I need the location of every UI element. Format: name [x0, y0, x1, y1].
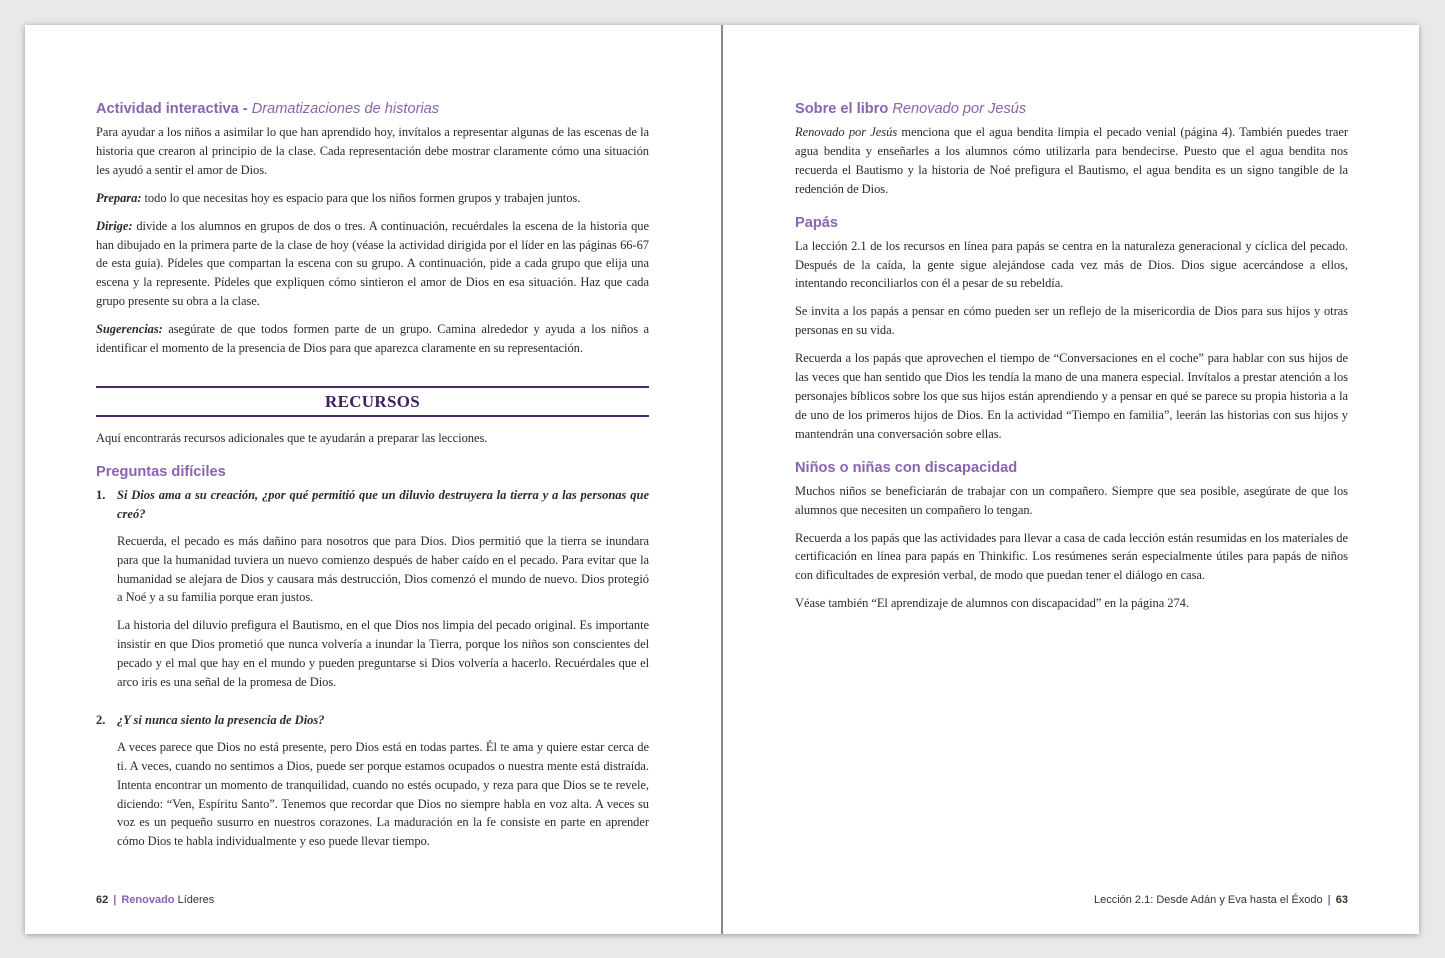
- activity-heading: Actividad interactiva - Dramatizaciones de historias: [96, 101, 440, 117]
- question-1-answer-p1: Recuerda, el pecado es más dañino para nosotros que para Dios. Dios permitió que la tierra se inundara para que la humanidad tuviera un nuevo comienzo después de haber caído en el pecado. Para evitar que la humanidad se alejara de Dios y causara más destrucción, Dios comenzó el mundo de nuevo. Dios protegió a Noé y a su familia porque eran justos.: [117, 533, 649, 605]
- parents-p1: La lección 2.1 de los recursos en línea para papás se centra en la naturaleza generacional y cíclica del pecado. Después de la caída, la gente sigue alejándose cada vez más de Dios. Dios sigue acercándose a ellos, intentando reconciliarlos con él a pesar de su rebeldía.: [795, 238, 1348, 291]
- question-2-number: 2.: [96, 712, 106, 727]
- left-page: [25, 25, 721, 934]
- right-footer-separator: |: [1327, 894, 1331, 906]
- resources-banner: RECURSOS: [96, 386, 649, 417]
- activity-intro: Para ayudar a los niños a asimilar lo que han aprendido hoy, invítalos a representar algunas de las escenas de la historia que crearon al principio de la clase. Cada representación debe mostrar claramente cómo una situación les ayudó a sentir el amor de Dios.: [96, 125, 649, 177]
- disability-p2: Recuerda a los papás que las actividades para llevar a casa de cada lección están resumidas en los materiales de certificación en línea para papás en Thinkific. Los resúmenes serán especialmente útiles para papás de niños con dificultades de expresión verbal, de modo que puedan tener el diálogo en casa.: [795, 530, 1348, 583]
- question-2-answer-p1: A veces parece que Dios no está presente, pero Dios está en todas partes. Él te ama y quiere estar cerca de ti. A veces, cuando no sentimos a Dios, puede ser porque estamos ocupados o nuestra mente está distraída. Intenta encontrar un momento de tranquilidad, cuando no estés ocupado, y reza para que Dios se te revele, diciendo: “Ven, Espíritu Santo”. Tenemos que recordar que Dios no siempre habla en voz alta. A veces su voz es un pequeño susurro en nuestros corazones. La maduración en la fe consiste en parte en aprender cómo Dios te habla individualmente y eso puede llevar tiempo.: [117, 739, 649, 849]
- footer-brand: Renovado: [121, 894, 175, 906]
- disability-p3: Véase también “El aprendizaje de alumnos con discapacidad” en la página 274.: [795, 596, 1189, 611]
- right-footer-label: Lección 2.1: Desde Adán y Eva hasta el Éxodo: [1093, 894, 1323, 906]
- question-1-text: Si Dios ama a su creación, ¿por qué permitió que un diluvio destruyera la tierra y a las personas que creó?: [117, 487, 649, 521]
- question-1-answer: [96, 526, 649, 692]
- prepare-paragraph: Prepara: todo lo que necesitas hoy es espacio para que los niños formen grupos y trabajen juntos.: [96, 190, 581, 205]
- direct-label: Dirige:: [96, 218, 133, 233]
- left-page-number: 62: [96, 894, 109, 906]
- right-page-number: 63: [1335, 894, 1348, 906]
- disability-heading: Niños o niñas con discapacidad: [795, 459, 1018, 476]
- question-2-answer: [96, 732, 649, 851]
- question-1-number: 1.: [96, 487, 106, 502]
- parents-heading: Papás: [795, 214, 838, 231]
- book-heading-italic: Renovado por Jesús: [892, 101, 1027, 117]
- question-2: [96, 711, 649, 730]
- left-column: [96, 100, 649, 860]
- question-1-answer-p2: La historia del diluvio prefigura el Bautismo, en el que Dios nos limpia del pecado original. Es importante insistir en que Dios prometió que nunca volvería a inundar la Tierra, porque los niños son conscientes del pecado y el mal que hay en el mundo y pueden preguntarse si Dios volvería a hacerlo. Recuérdales que el arco iris es una señal de la promesa de Dios.: [117, 618, 649, 690]
- question-1: [96, 486, 649, 524]
- book-title-italic: Renovado por Jesús: [795, 125, 898, 139]
- book-heading: Sobre el libro Renovado por Jesús: [795, 101, 1027, 117]
- book-paragraph: Renovado por Jesús menciona que el agua bendita limpia el pecado venial (página 4). También puedes traer agua bendita y enseñarles a los alumnos cómo utilizarla para bendecirse. Puesto que el agua bendita nos recuerda el Bautismo y la historia de Noé prefigura el Bautismo, el agua bendita es un signo tangible de la redención de Dios.: [795, 125, 1348, 196]
- prepare-label: Prepara:: [96, 190, 142, 205]
- suggestions-paragraph: Sugerencias: asegúrate de que todos formen parte de un grupo. Camina alrededor y ayuda a los niños a identificar el momento de la presencia de Dios para que aparezca claramente en su representación.: [96, 322, 649, 356]
- footer-brand-label: Líderes: [174, 894, 215, 906]
- left-footer: [96, 894, 214, 906]
- right-page: [723, 25, 1419, 934]
- right-column: [795, 100, 1348, 622]
- activity-heading-italic: Dramatizaciones de historias: [251, 101, 440, 117]
- direct-paragraph: Dirige: divide a los alumnos en grupos de dos o tres. A continuación, recuérdales la escena de la historia que han dibujado en la primera parte de la clase de hoy (véase la actividad dirigida por el líder en las páginas 66-67 de esta guía). Pídeles que compartan la escena con su grupo. A continuación, pide a cada grupo que elija una escena y la represente. Pídeles que expliquen cómo sintieron el amor de Dios en esa situación. Haz que cada grupo presente su obra a la clase.: [96, 218, 649, 309]
- disability-p1: Muchos niños se beneficiarán de trabajar con un compañero. Siempre que sea posible, asegúrate de que los alumnos que necesiten un compañero lo tengan.: [795, 483, 1348, 517]
- book-spread: [25, 25, 1419, 934]
- left-footer-separator: |: [113, 894, 117, 906]
- hard-questions-heading: Preguntas difíciles: [96, 463, 226, 480]
- resources-intro: Aquí encontrarás recursos adicionales que te ayudarán a preparar las lecciones.: [96, 430, 488, 445]
- right-footer: [1094, 894, 1348, 906]
- suggestions-label: Sugerencias:: [96, 322, 163, 337]
- parents-p2: Se invita a los papás a pensar en cómo pueden ser un reflejo de la misericordia de Dios para sus hijos y otras personas en su vida.: [795, 304, 1348, 338]
- parents-p3: Recuerda a los papás que aprovechen el tiempo de “Conversaciones en el coche” para hablar con sus hijos de las veces que han sentido que Dios les tendía la mano de una manera especial. Invítalos a prestar atención a los personajes bíblicos sobre los que sus hijos están aprendiendo y a pensar en qué se parece su propia historia a la de uno de los primeros hijos de Dios. En la actividad “Tiempo en familia”, leerán las historias con sus hijos y mantendrán una conversación sobre ellas.: [795, 351, 1348, 441]
- question-2-text: ¿Y si nunca siento la presencia de Dios?: [117, 712, 325, 727]
